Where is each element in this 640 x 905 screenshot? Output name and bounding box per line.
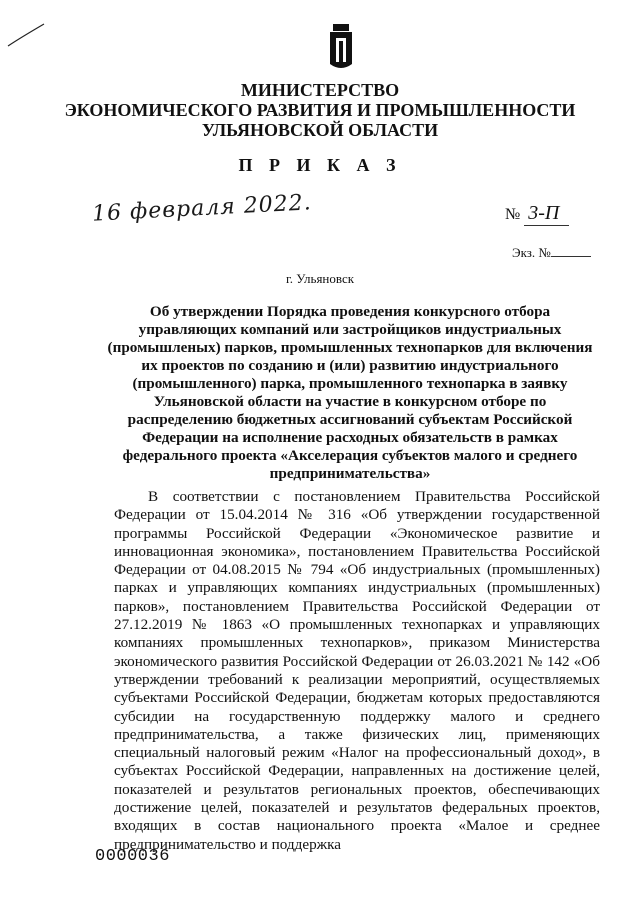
copy-number xyxy=(512,245,591,261)
ministry-name xyxy=(60,80,580,140)
order-subject: Об утверждении Порядка проведения конкурсного отбора управляющих компаний или застройщиков индустриальных (промышленых) парков, промышленных технопарков для включения их проектов по созданию и (или) развитию индустриального (промышленного) парка, промышленного технопарка в заявку Ульяновской области на участие в конкурсном отборе по распределению бюджетных ассигнований субъектам Российской Федерации на исполнение расходных обязательств в рамках федерального проекта «Акселерация субъектов малого и среднего предпринимательства» xyxy=(107,303,593,482)
body-paragraph xyxy=(114,488,600,854)
ministry-line: УЛЬЯНОВСКОЙ ОБЛАСТИ xyxy=(201,120,439,140)
ministry-line: ЭКОНОМИЧЕСКОГО РАЗВИТИЯ И ПРОМЫШЛЕННОСТИ xyxy=(64,100,576,120)
number-sign: № xyxy=(505,206,521,223)
body-paragraph-text: В соответствии с постановлением Правительства Российской Федерации от 15.04.2014 № 316 «Об утверждении государственной программы Российской Федерации «Экономическое развитие и инновационная экономика», постановлением Правительства Российской Федерации от 04.08.2015 № 794 «Об индустриальных (промышленных) парках и управляющих компаниях индустриальных (промышленных) парков», постановлением Правительства Российской Федерации от 27.12.2019 № 1863 «О промышленных технопарках и управляющих компаниях промышленных технопарков», приказом Министерства экономического развития Российской Федерации от 26.03.2021 № 142 «Об утверждении требований к реализации мероприятий, осуществляемых субъектами Российской Федерации, бюджетам которых предоставляются субсидии на государственную поддержку малого и среднего предпринимательства, а также физических лиц, применяющих специальный налоговый режим «Налог на профессиональный доход», в субъектах Российской Федерации, направленных на достижение целей, показателей и результатов региональных проектов, обеспечивающих достижение целей, показателей и результатов федеральных проектов, входящих в состав национального проекта «Малое и среднее предпринимательство и поддержка xyxy=(114,488,600,853)
order-number xyxy=(505,202,569,226)
copy-number-blank xyxy=(551,256,591,257)
document-type-title: П Р И К А З xyxy=(238,155,402,175)
pen-stroke-mark xyxy=(6,20,46,50)
handwritten-date: 16 февраля 2022. xyxy=(91,190,313,227)
document-code: 0000036 xyxy=(95,847,170,866)
ministry-line: МИНИСТЕРСТВО xyxy=(240,80,400,100)
coat-of-arms-emblem xyxy=(329,24,353,72)
handwritten-number: 3-П xyxy=(524,202,569,226)
copy-number-label: Экз. № xyxy=(512,245,551,260)
city: г. Ульяновск xyxy=(285,271,355,286)
